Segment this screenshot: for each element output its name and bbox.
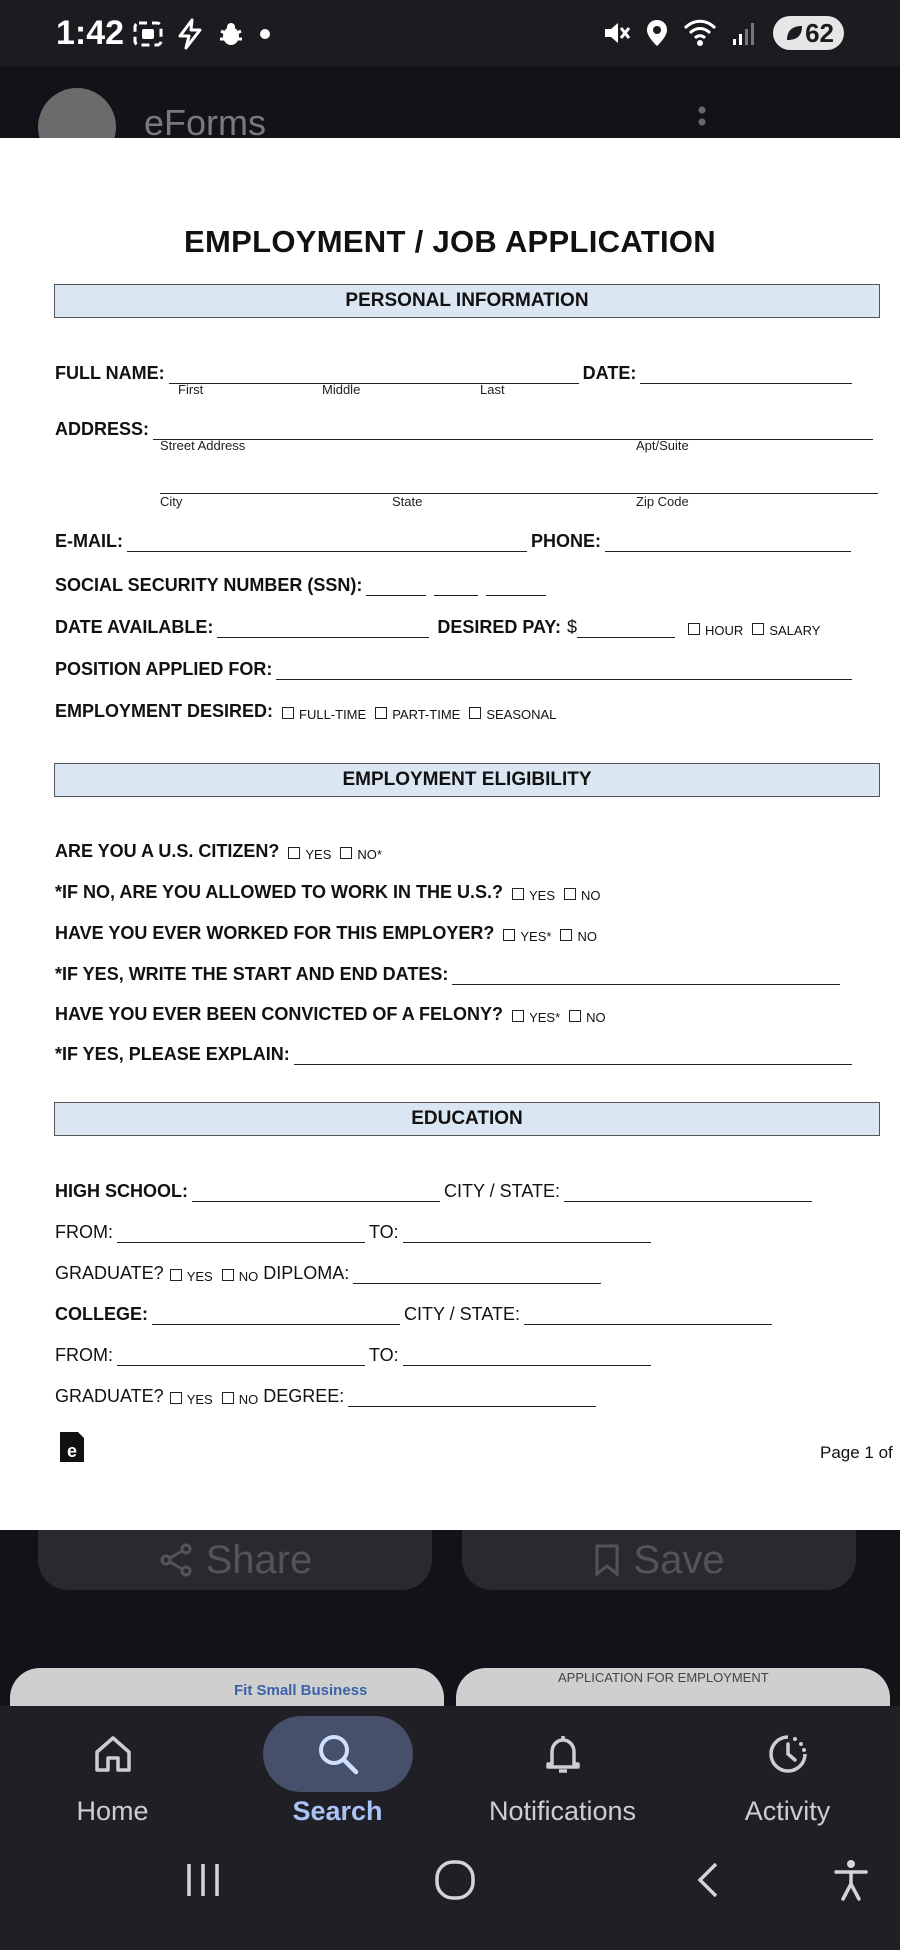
- home-icon: [91, 1732, 135, 1776]
- felony-yes-label: YES*: [529, 1010, 561, 1025]
- degree-line: [348, 1385, 596, 1407]
- allowed-no-checkbox[interactable]: [564, 888, 576, 900]
- page-number: Page 1 of: [820, 1443, 893, 1462]
- diploma-label: DIPLOMA:: [263, 1263, 350, 1283]
- city-sublabel: City: [160, 494, 183, 509]
- section-personal-information: PERSONAL INFORMATION: [54, 284, 880, 318]
- dot-icon: [258, 27, 272, 41]
- worked-no-label: NO: [577, 929, 597, 944]
- citizen-no-label: NO*: [357, 847, 382, 862]
- hs-to-line: [403, 1221, 651, 1243]
- allowed-no-label: NO: [581, 888, 601, 903]
- worked-no-checkbox[interactable]: [560, 929, 572, 941]
- row-worked: [55, 914, 597, 944]
- document-title: EMPLOYMENT / JOB APPLICATION: [184, 224, 716, 259]
- location-icon: [645, 18, 669, 48]
- app-logo[interactable]: [38, 88, 116, 138]
- hour-label: HOUR: [705, 623, 744, 638]
- row-hs-graduate: [55, 1254, 605, 1284]
- college-to-label: TO:: [369, 1345, 399, 1365]
- salary-checkbox[interactable]: [752, 623, 764, 635]
- explain-line: [294, 1043, 852, 1065]
- row-position: [55, 650, 856, 680]
- date-line: [640, 362, 852, 384]
- dollar-sign: $: [567, 617, 578, 637]
- part-time-checkbox[interactable]: [375, 707, 387, 719]
- row-employment-desired: [55, 692, 556, 722]
- street-sublabel: Street Address: [160, 438, 246, 453]
- ssn-line-2: [434, 574, 478, 596]
- row-email-phone: [55, 522, 855, 552]
- recent-apps-icon: [183, 1862, 223, 1898]
- explain-question: *IF YES, PLEASE EXPLAIN:: [55, 1044, 290, 1064]
- date-available-label: DATE AVAILABLE:: [55, 617, 214, 637]
- apt-sublabel: Apt/Suite: [636, 438, 689, 453]
- system-navigation-bar: [0, 1830, 900, 1950]
- college-city-state-label: CITY / STATE:: [404, 1304, 521, 1324]
- seasonal-checkbox[interactable]: [469, 707, 481, 719]
- row-explain: [55, 1035, 856, 1065]
- first-sublabel: First: [178, 382, 204, 397]
- related-card-left-text: Fit Small Business: [234, 1682, 368, 1699]
- screen-recorder-icon: [132, 20, 164, 48]
- felony-yes-checkbox[interactable]: [512, 1010, 524, 1022]
- address-line-2: [160, 472, 878, 494]
- ssn-label: SOCIAL SECURITY NUMBER (SSN):: [55, 575, 363, 595]
- worked-question: HAVE YOU EVER WORKED FOR THIS EMPLOYER?: [55, 923, 495, 943]
- back-icon: [692, 1860, 722, 1900]
- hs-city-state-line: [564, 1180, 812, 1202]
- citizen-no-checkbox[interactable]: [340, 847, 352, 859]
- nav-home-label: Home: [76, 1796, 149, 1826]
- date-available-line: [217, 616, 429, 638]
- nav-home-icon-wrap: [38, 1716, 188, 1792]
- accessibility-icon: [833, 1858, 869, 1902]
- battery-saver-icon: [783, 22, 805, 44]
- related-card-right-text: APPLICATION FOR EMPLOYMENT: [558, 1670, 769, 1685]
- felony-no-label: NO: [586, 1010, 606, 1025]
- row-hs-dates: [55, 1213, 655, 1243]
- nav-item-search[interactable]: [225, 1706, 450, 1830]
- row-date-available: [55, 608, 820, 638]
- nav-notifications-label: Notifications: [488, 1796, 637, 1826]
- hs-graduate-no-checkbox[interactable]: [222, 1269, 234, 1281]
- dates-question: *IF YES, WRITE THE START AND END DATES:: [55, 964, 449, 984]
- college-graduate-no-checkbox[interactable]: [222, 1392, 234, 1404]
- felony-no-checkbox[interactable]: [569, 1010, 581, 1022]
- college-label: COLLEGE:: [55, 1304, 148, 1324]
- college-from-line: [117, 1344, 365, 1366]
- last-sublabel: Last: [480, 382, 505, 397]
- nav-search-label: Search: [292, 1796, 383, 1826]
- hs-from-label: FROM:: [55, 1222, 113, 1242]
- nav-activity-label: Activity: [744, 1796, 831, 1826]
- save-label: Save: [633, 1537, 725, 1582]
- position-line: [276, 658, 852, 680]
- share-icon: [158, 1542, 194, 1578]
- address-line: [153, 418, 873, 440]
- hour-checkbox[interactable]: [688, 623, 700, 635]
- bookmark-icon: [593, 1543, 621, 1577]
- date-label: DATE:: [582, 363, 637, 383]
- back-button[interactable]: [672, 1850, 742, 1910]
- full-name-line: [169, 362, 579, 384]
- battery-indicator: [773, 16, 844, 50]
- search-icon: [315, 1731, 361, 1777]
- eforms-logo-icon: [58, 1430, 86, 1464]
- address-label: ADDRESS:: [55, 419, 150, 439]
- middle-sublabel: Middle: [322, 382, 361, 397]
- accessibility-button[interactable]: [816, 1850, 886, 1910]
- hs-graduate-yes-checkbox[interactable]: [170, 1269, 182, 1281]
- full-time-label: FULL-TIME: [299, 707, 367, 722]
- salary-label: SALARY: [769, 623, 821, 638]
- related-card-left[interactable]: [10, 1668, 444, 1706]
- felony-question: HAVE YOU EVER BEEN CONVICTED OF A FELONY?: [55, 1004, 504, 1024]
- college-city-state-line: [524, 1303, 772, 1325]
- mute-icon: [601, 18, 631, 48]
- hs-graduate-no-label: NO: [238, 1269, 259, 1284]
- bottom-navigation: [0, 1706, 900, 1830]
- college-line: [152, 1303, 400, 1325]
- more-options-icon[interactable]: [698, 106, 706, 138]
- wifi-icon: [683, 18, 717, 48]
- ssn-line-3: [486, 574, 546, 596]
- desired-pay-label: DESIRED PAY:: [437, 617, 562, 637]
- bell-icon: [541, 1732, 585, 1776]
- high-school-label: HIGH SCHOOL:: [55, 1181, 188, 1201]
- part-time-label: PART-TIME: [392, 707, 461, 722]
- save-button[interactable]: [462, 1530, 856, 1590]
- flash-icon: [176, 18, 204, 50]
- home-system-button[interactable]: [420, 1850, 490, 1910]
- worked-yes-checkbox[interactable]: [503, 929, 515, 941]
- employment-desired-label: EMPLOYMENT DESIRED:: [55, 701, 274, 721]
- full-time-checkbox[interactable]: [282, 707, 294, 719]
- nav-item-notifications[interactable]: [450, 1706, 675, 1830]
- worked-yes-label: YES*: [520, 929, 552, 944]
- recent-apps-button[interactable]: [168, 1850, 238, 1910]
- row-full-name: [55, 354, 856, 384]
- home-circle-icon: [434, 1859, 476, 1901]
- row-college: [55, 1295, 776, 1325]
- row-felony: [55, 995, 606, 1025]
- below-document-area: [0, 1530, 900, 1706]
- desired-pay-line: [577, 616, 675, 638]
- zip-sublabel: Zip Code: [636, 494, 689, 509]
- nav-search-icon-wrap: [263, 1716, 413, 1792]
- allowed-yes-label: YES: [529, 888, 556, 903]
- activity-icon: [765, 1731, 811, 1777]
- hs-to-label: TO:: [369, 1222, 399, 1242]
- row-citizen: [55, 832, 382, 862]
- nav-item-home[interactable]: [0, 1706, 225, 1830]
- degree-label: DEGREE:: [263, 1386, 345, 1406]
- high-school-line: [192, 1180, 440, 1202]
- status-bar: [0, 0, 900, 66]
- college-to-line: [403, 1344, 651, 1366]
- row-address-2: [160, 464, 878, 494]
- row-high-school: [55, 1172, 816, 1202]
- diploma-line: [353, 1262, 601, 1284]
- allowed-yes-checkbox[interactable]: [512, 888, 524, 900]
- hs-city-state-label: CITY / STATE:: [444, 1181, 561, 1201]
- ssn-line-1: [366, 574, 426, 596]
- allowed-question: *IF NO, ARE YOU ALLOWED TO WORK IN THE U.S.?: [55, 882, 504, 902]
- citizen-yes-checkbox[interactable]: [288, 847, 300, 859]
- status-icons-right: [601, 16, 844, 50]
- app-bar: [0, 66, 900, 138]
- bug-icon: [216, 19, 246, 49]
- hs-graduate-label: GRADUATE?: [55, 1263, 164, 1283]
- full-name-label: FULL NAME:: [55, 363, 165, 383]
- nav-activity-icon-wrap: [713, 1716, 863, 1792]
- phone-line: [605, 530, 851, 552]
- row-college-dates: [55, 1336, 655, 1366]
- position-label: POSITION APPLIED FOR:: [55, 659, 273, 679]
- email-label: E-MAIL:: [55, 531, 123, 551]
- college-from-label: FROM:: [55, 1345, 113, 1365]
- section-employment-eligibility: EMPLOYMENT ELIGIBILITY: [54, 763, 880, 797]
- share-label: Share: [205, 1537, 313, 1582]
- college-graduate-no-label: NO: [238, 1392, 259, 1407]
- status-icons-left: [132, 18, 272, 50]
- status-time: 1:42: [56, 14, 125, 52]
- hs-from-line: [117, 1221, 365, 1243]
- signal-icon: [731, 19, 759, 47]
- battery-level: 62: [805, 17, 834, 48]
- college-graduate-yes-checkbox[interactable]: [170, 1392, 182, 1404]
- hs-graduate-yes-label: YES: [186, 1269, 213, 1284]
- row-dates: [55, 955, 844, 985]
- section-education: EDUCATION: [54, 1102, 880, 1136]
- nav-item-activity[interactable]: [675, 1706, 900, 1830]
- email-line: [127, 530, 527, 552]
- citizen-question: ARE YOU A U.S. CITIZEN?: [55, 841, 280, 861]
- document-preview[interactable]: [0, 138, 900, 1530]
- svg-text:e: e: [66, 1441, 78, 1461]
- row-college-graduate: [55, 1377, 600, 1407]
- row-allowed: [55, 873, 601, 903]
- share-button[interactable]: [38, 1530, 432, 1590]
- college-graduate-yes-label: YES: [186, 1392, 213, 1407]
- state-sublabel: State: [392, 494, 423, 509]
- nav-notifications-icon-wrap: [488, 1716, 638, 1792]
- app-title: eForms: [144, 102, 267, 138]
- row-address: [55, 410, 877, 440]
- phone-label: PHONE:: [530, 531, 601, 551]
- seasonal-label: SEASONAL: [486, 707, 557, 722]
- row-ssn: [55, 566, 550, 596]
- related-card-right[interactable]: [456, 1668, 890, 1706]
- citizen-yes-label: YES: [305, 847, 332, 862]
- college-graduate-label: GRADUATE?: [55, 1386, 164, 1406]
- dates-line: [452, 963, 840, 985]
